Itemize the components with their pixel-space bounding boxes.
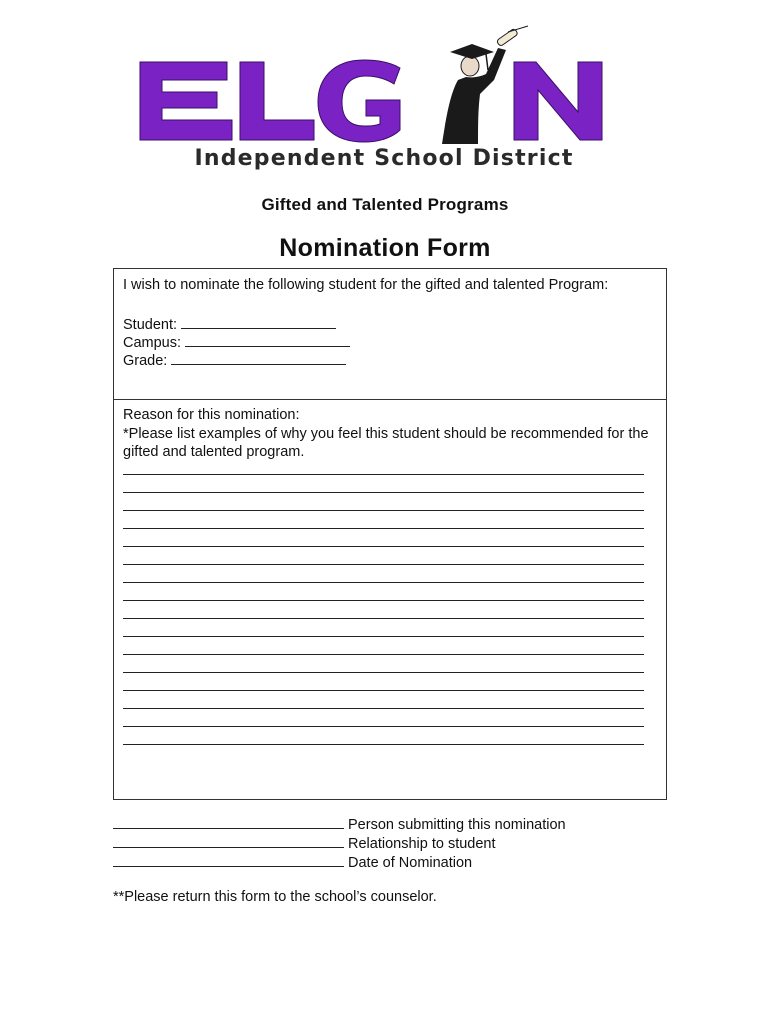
reason-line[interactable] [123,564,644,565]
form-title: Nomination Form [279,234,491,262]
reason-line[interactable] [123,474,644,475]
submitter-signature-line[interactable] [113,815,344,829]
submitter-label: Person submitting this nomination [348,817,566,833]
campus-label: Campus: [123,335,182,351]
reason-line[interactable] [123,600,644,601]
grade-input-line[interactable] [171,350,346,365]
reason-text [123,406,655,462]
reason-line[interactable] [123,744,644,745]
student-field [123,314,336,333]
return-instructions: **Please return this form to the school’s counselor. [113,889,437,905]
district-logo [132,22,637,174]
program-subtitle: Gifted and Talented Programs [261,195,509,214]
reason-line[interactable] [123,582,644,583]
relationship-label: Relationship to student [348,836,496,852]
student-label: Student: [123,317,178,333]
date-line[interactable] [113,853,344,867]
reason-line[interactable] [123,636,644,637]
submitter-signature-row [113,815,566,833]
student-input-line[interactable] [181,314,336,329]
student-section [114,269,666,400]
reason-heading: Reason for this nomination: [123,407,300,423]
nomination-form [113,268,667,800]
reason-line[interactable] [123,492,644,493]
grade-field [123,350,346,369]
reason-line[interactable] [123,672,644,673]
reason-instructions: *Please list examples of why you feel this student should be recommended for the gifted and talented program. [123,425,649,460]
reason-line[interactable] [123,528,644,529]
reason-line[interactable] [123,618,644,619]
grade-label: Grade: [123,353,168,369]
reason-line[interactable] [123,654,644,655]
reason-line[interactable] [123,726,644,727]
date-row [113,853,472,871]
campus-field [123,332,350,351]
reason-line[interactable] [123,510,644,511]
logo-tagline: Independent School District [194,146,574,171]
relationship-line[interactable] [113,834,344,848]
relationship-row [113,834,496,852]
campus-input-line[interactable] [185,332,350,347]
reason-line[interactable] [123,708,644,709]
date-label: Date of Nomination [348,855,473,871]
reason-line[interactable] [123,690,644,691]
reason-line[interactable] [123,546,644,547]
intro-text: I wish to nominate the following student for the gifted and talented Program: [123,277,609,293]
